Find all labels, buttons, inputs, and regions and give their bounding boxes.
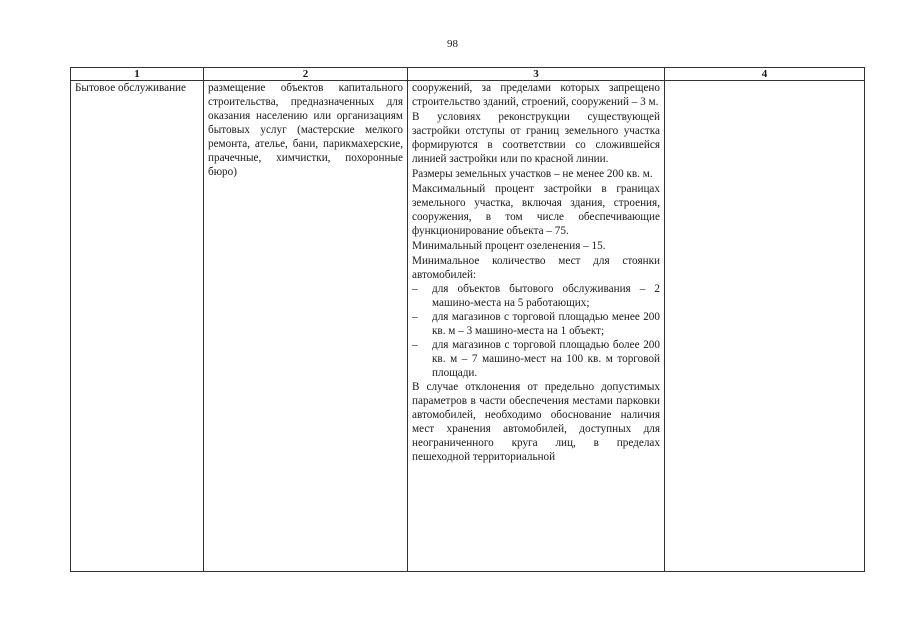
parameters-paragraph: В случае отклонения от предельно допустимых параметров в части обеспечения местами парковки автомобилей, необходимо обоснование наличия мест хранения автомобилей, доступных для неограниченного круга лиц, в пределах пешеходной территориальной [412, 381, 660, 463]
list-item [412, 338, 660, 380]
regulations-table [70, 67, 865, 572]
column-header-3: 3 [408, 68, 665, 81]
parking-requirements-list [412, 282, 660, 380]
column-header-1: 1 [71, 68, 204, 81]
use-type-name: Бытовое обслуживание [75, 82, 187, 94]
list-item [412, 310, 660, 338]
list-item-text: для объектов бытового обслуживания – 2 машино-места на 5 работающих; [432, 283, 660, 309]
column-header-2: 2 [204, 68, 408, 81]
dash-bullet: – [412, 311, 418, 323]
list-item [412, 282, 660, 310]
column-header-4: 4 [665, 68, 865, 81]
use-description-cell [204, 81, 408, 572]
parameters-paragraph: В условиях реконструкции существующей застройки отступы от границ земельного участка формируются в соответствии со сложившейся линией застройки или по красной линии. [412, 111, 660, 165]
table-header-row [71, 68, 865, 81]
parameters-paragraph: Минимальное количество мест для стоянки автомобилей: [412, 255, 660, 281]
parameters-paragraph: сооружений, за пределами которых запрещено строительство зданий, строений, сооружений – 3 м. [412, 82, 660, 108]
parameters-paragraph: Минимальный процент озеленения – 15. [412, 240, 606, 252]
use-type-cell [71, 81, 204, 572]
page-number: 98 [447, 38, 458, 50]
parameters-paragraph: Максимальный процент застройки в границах земельного участка, включая здания, строения, сооружения, в том числе обеспечивающие функционирование объекта – 75. [412, 183, 660, 237]
list-item-text: для магазинов с торговой площадью более 200 кв. м – 7 машино-мест на 100 кв. м торговой площади. [432, 339, 660, 379]
parameters-content [412, 81, 660, 571]
table-row [71, 81, 865, 572]
dash-bullet: – [412, 339, 418, 351]
list-item-text: для магазинов с торговой площадью менее 200 кв. м – 3 машино-места на 1 объект; [432, 311, 660, 337]
dash-bullet: – [412, 283, 418, 295]
parameters-cell [408, 81, 665, 572]
parameters-paragraph: Размеры земельных участков – не менее 200 кв. м. [412, 168, 653, 180]
use-description-text: размещение объектов капитального строительства, предназначенных для оказания населению или организациям бытовых услуг (мастерские мелкого ремонта, ателье, бани, парикмахерские, прачечные, химчистки, похоронные бюро) [208, 82, 403, 178]
notes-cell [665, 81, 865, 572]
